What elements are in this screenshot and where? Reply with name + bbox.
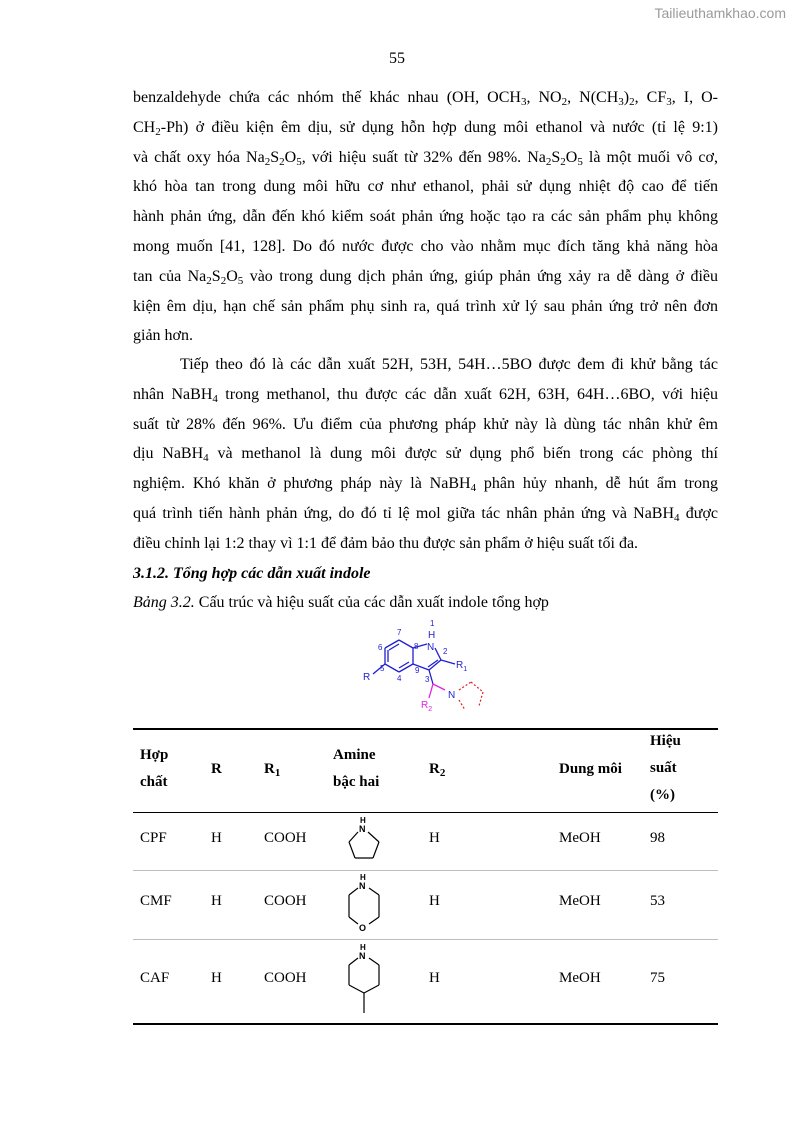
header-solvent: Dung môi bbox=[559, 761, 622, 777]
atom-label: $R_2$ bbox=[421, 700, 433, 713]
table-header-rule bbox=[133, 812, 718, 813]
atom-label: H bbox=[360, 816, 366, 825]
paragraph-line: nghiệm. Khó khăn ở phương pháp này là NaBH$_4$ phân hủy nhanh, dễ hút ẩm trong bbox=[133, 475, 719, 495]
cell-r2: H bbox=[429, 893, 440, 909]
atom-label: O bbox=[359, 923, 367, 933]
watermark: Tailieuthamkhao.com bbox=[654, 5, 786, 21]
table-top-rule bbox=[133, 728, 718, 730]
paragraph-line: Tiếp theo đó là các dẫn xuất 52H, 53H, 54H…5BO được đem đi khử bằng tác bbox=[180, 356, 718, 373]
atom-label: 2 bbox=[443, 647, 448, 656]
paragraph-line: nhân NaBH$_4$ trong methanol, thu được các dẫn xuất 62H, 63H, 64H…6BO, với hiệu bbox=[133, 385, 718, 405]
cell-solvent: MeOH bbox=[559, 970, 601, 986]
methylpiperidine-structure bbox=[343, 941, 385, 1019]
paragraph-line: và chất oxy hóa $Na_2S_2O_5$, với hiệu suất từ 32% đến 98%. $Na_2S_2O_5$ là một muối vô cơ, bbox=[133, 148, 718, 168]
atom-label: 6 bbox=[378, 643, 383, 652]
pyrrolidine-structure bbox=[343, 814, 385, 864]
row-divider bbox=[133, 870, 718, 871]
morpholine-structure bbox=[343, 871, 385, 937]
header-amine: Amine bậc hai bbox=[333, 747, 380, 790]
indole-structure-diagram bbox=[355, 618, 495, 718]
atom-label: N bbox=[359, 881, 366, 891]
atom-label: H bbox=[428, 630, 436, 641]
atom-label: N bbox=[359, 824, 366, 834]
paragraph-line: $CH_2-Ph$) ở điều kiện êm dịu, sử dụng hỗn hợp dung môi ethanol và nước (tỉ lệ 9:1) bbox=[133, 118, 718, 138]
paragraph-2 bbox=[133, 350, 718, 559]
paragraph-line: dịu NaBH$_4$ và methanol là dung môi được sử dụng phổ biến trong các phòng thí bbox=[133, 445, 719, 465]
cell-solvent: MeOH bbox=[559, 893, 601, 909]
atom-label: 3 bbox=[425, 675, 430, 684]
paragraph-line: giản hơn. bbox=[133, 327, 194, 345]
atom-label: N bbox=[448, 690, 456, 701]
cell-solvent: MeOH bbox=[559, 830, 601, 846]
cell-r1: COOH bbox=[264, 893, 307, 909]
header-compound: Hợp chất bbox=[140, 747, 169, 790]
cell-r: H bbox=[211, 893, 222, 909]
paragraph-line: khó hòa tan trong dung môi hữu cơ như ethanol, phải sử dụng nhiệt độ cao để tiến bbox=[133, 178, 718, 196]
atom-label: 1 bbox=[430, 619, 435, 628]
table-caption: Bảng 3.2. Cấu trúc và hiệu suất của các dẫn xuất indole tổng hợp bbox=[133, 594, 549, 611]
paragraph-line: mong muốn [41, 128]. Do đó nước được cho vào nhằm mục đích tăng khả năng hòa bbox=[133, 237, 718, 255]
row-divider bbox=[133, 939, 718, 940]
paragraph-line: benzaldehyde chứa các nhóm thế khác nhau (OH, $OCH_3$, $NO_2$, $N(CH_3)_2$, $CF_3$, I, O- bbox=[133, 89, 719, 108]
cell-yield: 53 bbox=[650, 893, 665, 909]
cell-r1: COOH bbox=[264, 970, 307, 986]
atom-label: 7 bbox=[397, 628, 402, 637]
cell-r2: H bbox=[429, 830, 440, 846]
paragraph-line: kiện êm dịu, hạn chế sản phẩm phụ sinh ra, quá trình xử lý sau phản ứng trở nên đơn bbox=[133, 297, 718, 315]
cell-r2: H bbox=[429, 970, 440, 986]
paragraph-line: hành phản ứng, dẫn đến khó kiểm soát phản ứng hoặc tạo ra các sản phẩm phụ không bbox=[133, 208, 718, 226]
section-heading: 3.1.2. Tổng hợp các dẫn xuất indole bbox=[133, 565, 371, 582]
paragraph-line: quá trình tiến hành phản ứng, do đó tỉ lệ mol giữa tác nhân phản ứng và NaBH$_4$ được bbox=[133, 504, 719, 524]
atom-label: R bbox=[363, 672, 371, 683]
cell-yield: 75 bbox=[650, 970, 665, 986]
cell-r1: COOH bbox=[264, 830, 307, 846]
paragraph-1 bbox=[133, 83, 718, 351]
cell-compound: CMF bbox=[140, 893, 172, 909]
page-number: 55 bbox=[389, 50, 405, 67]
cell-yield: 98 bbox=[650, 830, 665, 846]
atom-label: N bbox=[359, 951, 366, 961]
paragraph-line: suất từ 28% đến 96%. Ưu điểm của phương pháp khử này là dùng tác nhân khử êm bbox=[133, 415, 718, 433]
cell-compound: CAF bbox=[140, 970, 170, 986]
atom-label: H bbox=[360, 943, 366, 952]
atom-label: 8 bbox=[414, 642, 419, 651]
cell-compound: CPF bbox=[140, 830, 167, 846]
cell-r: H bbox=[211, 970, 222, 986]
paragraph-line: tan của $Na_2S_2O_5$ vào trong dung dịch phản ứng, giúp phản ứng xảy ra dễ dàng ở điều bbox=[133, 267, 719, 287]
atom-label: 4 bbox=[397, 674, 402, 683]
atom-label: $R_1$ bbox=[456, 660, 468, 673]
cell-r: H bbox=[211, 830, 222, 846]
header-r: R bbox=[211, 761, 222, 777]
header-r1: $R_1$ bbox=[264, 761, 281, 779]
paragraph-line: điều chỉnh lại 1:2 thay vì 1:1 để đảm bảo thu được sản phẩm ở hiệu suất tối đa. bbox=[133, 534, 639, 552]
header-r2: $R_2$ bbox=[429, 761, 446, 779]
atom-label: 9 bbox=[415, 666, 420, 675]
atom-label: H bbox=[360, 873, 366, 882]
table-bottom-rule bbox=[133, 1023, 718, 1025]
atom-label: 5 bbox=[380, 664, 385, 673]
header-yield: Hiệu suất (%) bbox=[650, 733, 681, 803]
atom-label: N bbox=[427, 642, 435, 653]
